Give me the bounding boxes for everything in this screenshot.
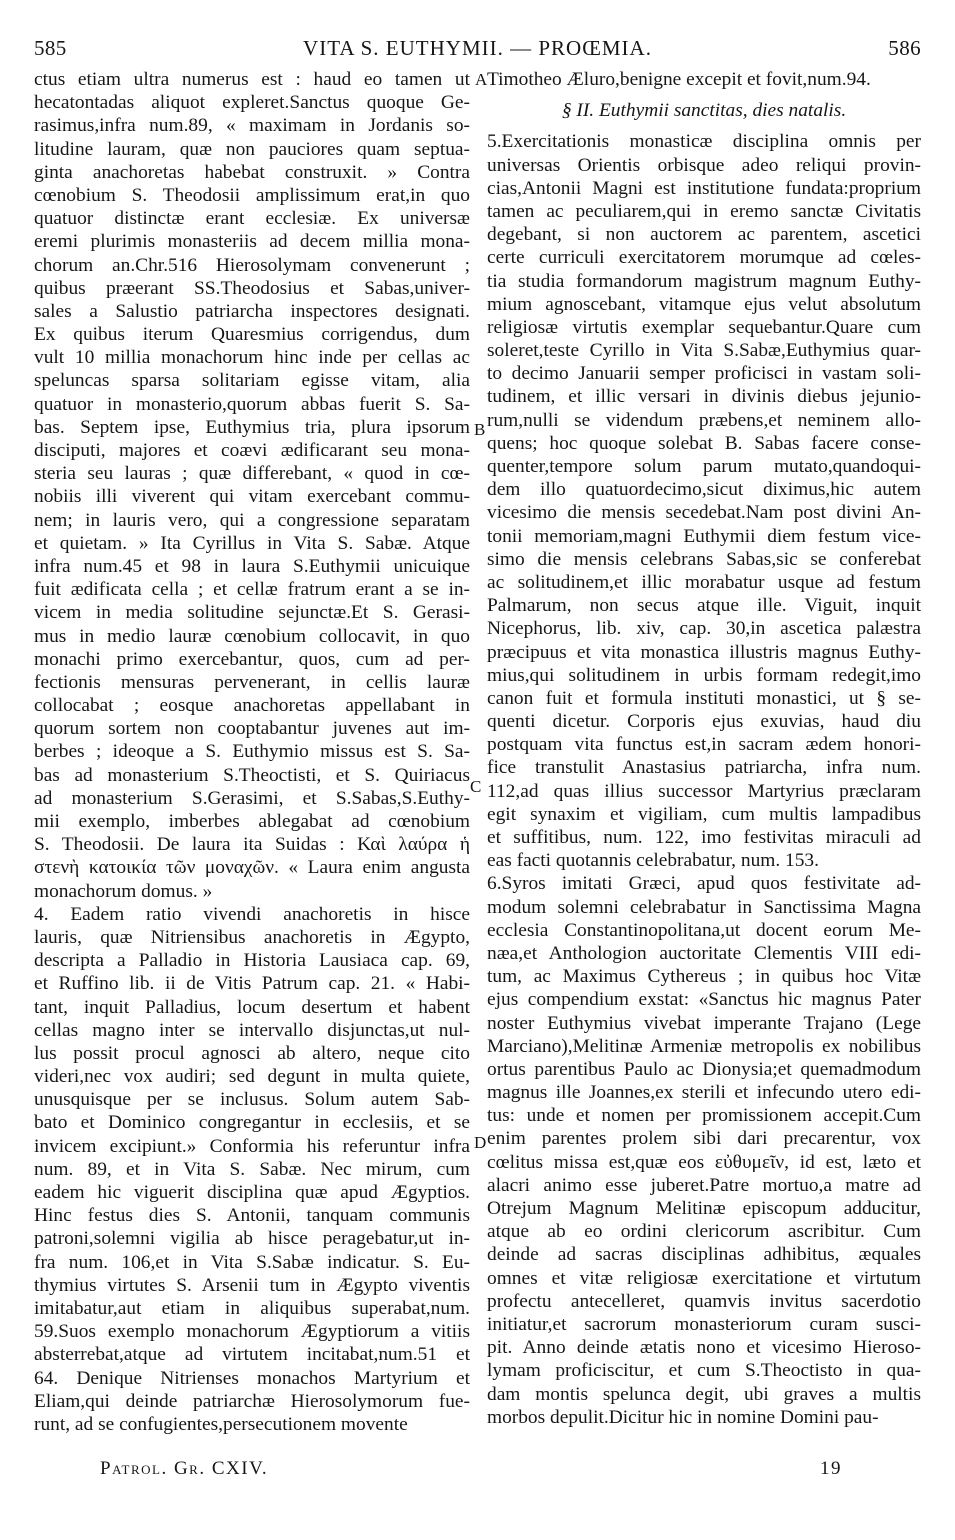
text-line: quens; hoc quoque solebat B. Sabas facere conse- [487,432,921,454]
text-line: patroni,solemni vigilia ab hisce peragebatur,ut in- [34,1228,470,1250]
text-line: 5.Exercitationis monasticæ disciplina omnis per [487,131,921,153]
text-line: Hinc festus dies S. Antonii, tanquam communis [34,1205,470,1227]
text-line: næa,et Anthologion auctoritate Clementis VIII edi- [487,942,921,964]
text-line: thymius virtutes S. Arsenii tum in Ægypto viventis [34,1274,470,1296]
text-line: atque ab eo ordini clericorum ascribitur. Cum [487,1221,921,1243]
text-line: egit synaxim et vigiliam, cum multis lampadibus [487,803,921,825]
text-line: lymam proficiscitur, et cum S.Theoctisto in qua- [487,1360,921,1382]
text-line: degebant, si non auctorem ac parentem, ascetici [487,224,921,246]
text-line: absterrebat,atque ad virtutem incitabat,num.51 et [34,1344,470,1366]
text-line: alacri animo esse juberet.Patre mortuo,a matre ad [487,1174,921,1196]
text-line: cœnobium S. Theodosii amplissimum erat,in quo [34,184,470,206]
text-line: videri,nec vox audiri; sed degunt in multa quiete, [34,1066,470,1088]
text-line: mus in medio lauræ cœnobium collocavit, in quo [34,625,470,647]
text-line: S. Theodosii. De laura ita Suidas : Καὶ λαύρα ἡ [34,834,470,856]
text-line: quatuor distinctæ erant ecclesiæ. Ex universæ [34,208,470,230]
text-line: certe curriculi exercitatorem morumque ad cœles- [487,247,921,269]
text-line: universas Orientis orbisque adeo reliqui provin- [487,154,921,176]
text-line: hecatontadas aliquot expleret.Sanctus quoque Ge- [34,92,470,114]
text-line: fra num. 106,et in Vita S.Sabæ indicatur. S. Eu- [34,1251,470,1273]
text-line: unusquisque per se inclusus. Solum autem Sab- [34,1089,470,1111]
left-column [34,68,470,1436]
footer-collection-label: Patrol. Gr. CXIV. [100,1458,269,1479]
text-line: nem; in lauris vero, qui a congressione separatam [34,509,470,531]
text-line: fectionis mensuras pervenerant, in cellis lauræ [34,671,470,693]
text-line: ejus compendium exstat: «Sanctus hic magnus Pater [487,989,921,1011]
text-line: monachorum domus. » [34,880,213,902]
text-line: bas ad monasterium S.Theoctisti, et S. Quiriacus [34,764,470,786]
text-line: cœlitus missa est,quæ eos εὐθυμεῖν, id est, læto et [487,1151,921,1173]
text-line: dam montis spelunca degit, ubi graves a multis [487,1383,921,1405]
text-line: noster Euthymius vivebat imperante Trajano (Lege [487,1012,921,1034]
text-line: to decimo Januarii semper proficisci in vastam soli- [487,363,921,385]
text-line: steria seu lauras ; quæ differebant, « quod in cœ- [34,463,470,485]
text-line: ctus etiam ultra numerus est : haud eo tamen ut [34,69,470,90]
margin-marker-d: D [474,1133,487,1152]
text-line: quenti dicetur. Corporis ejus exuvias, haud diu [487,711,921,733]
text-line: postquam vita functus est,in sacram ædem honori- [487,734,921,756]
text-line: ac solitudinem,et illic morabatur usque ad festum [487,571,921,593]
text-line: speluncas sparsa solitariam egisse vitam, alia [34,370,470,392]
text-line: quatuor in monasterio,quorum abbas fuerit S. Sa- [34,393,470,415]
text-line: Ex quibus iterum Quaresmius corrigendus, dum [34,324,470,346]
text-line: tamen ac peculiarem,qui in eremo sanctæ Civitatis [487,200,921,222]
text-line: deinde ad sacras disciplinas adhibitus, æquales [487,1244,921,1266]
text-line: eadem hic viguerit disciplina quæ apud Ægyptios. [34,1182,470,1203]
text-line: fuit ædificata cella ; et cellæ fratrum erant a se in- [34,579,470,601]
text-line: quorum sortem non cooptabantur juvenes aut im- [34,718,470,740]
text-line: cellas magno inter se intervallo disjunctas,ut nul- [34,1019,470,1041]
text-line: præcipuus et vita monastica illustris magnus Euthy- [487,641,921,663]
text-line: magnus ille Joannes,ex sterili et infecundo utero edi- [487,1082,921,1104]
text-line: eremi plurimis monasteriis ad decem millia mona- [34,231,470,253]
text-line: Otrejum Magnum Melitinæ episcopum adducitur, [487,1198,921,1219]
text-line: nobiis illi viverent qui vitam exercebant commu- [34,486,470,508]
text-line: fice transtulit Anastasius patriarcha, infra num. [487,757,921,779]
text-line: canon fuit et formula instituti monastici, ut § se- [487,687,921,709]
text-line: rasimus,infra num.89, « maximam in Jordanis so- [34,115,470,137]
margin-marker-a: A [475,70,488,89]
text-line: ad monasterium S.Gerasimi, et S.Sabas,S.Euthy- [34,787,470,809]
text-line: num. 89, et in Vita S. Sabæ. Nec mirum, cum [34,1158,470,1180]
text-line: tant, inquit Palladius, locum desertum et habent [34,996,470,1018]
text-line: litudine lauram, quæ non pauciores quam septua- [34,138,470,160]
text-line: bato et Dominico congregantur in ecclesiis, et se [34,1112,470,1134]
text-line: Timotheo Æluro,benigne excepit et fovit,num.94. [487,69,871,90]
section-gap [487,122,921,130]
text-line: morbos depulit.Dicitur hic in nomine Domini pau- [487,1406,879,1428]
text-line: 64. Denique Nitrienses monachos Martyrium et [34,1367,470,1389]
text-line: tus: unde et nomen per promissionem accepit.Cum [487,1105,921,1127]
text-line: quibus præerant SS.Theodosius et Sabas,univer- [34,277,470,299]
text-line: vicesimo die mensis secedebat.Nam post divini An- [487,502,921,524]
text-line: Palmarum, non secus atque ille. Viguit, inquit [487,595,921,617]
text-line: runt, ad se confugientes,persecutionem movente [34,1413,408,1435]
text-line: 4. Eadem ratio vivendi anachoretis in hisce [34,903,470,925]
text-line: soleret,teste Cyrillo in Vita S.Sabæ,Euthymius quar- [487,340,921,362]
footer-signature-number: 19 [820,1458,842,1479]
margin-marker-c: C [470,777,482,796]
text-line: modum solemni celebrabatur in Sanctissima Magna [487,896,921,918]
text-line: et suffitibus, num. 122, imo festivitas miraculi ad [487,827,921,848]
text-line: mii exemplo, imberbes ablegabat ad cœnobium [34,811,470,832]
text-line: pit. Anno deinde ætatis nono et vicesimo Hieroso- [487,1337,921,1359]
text-line: Nicephorus, lib. xiv, cap. 30,in ascetica palæstra [487,618,921,640]
text-line: cias,Antonii Magni est institutione fundata:proprium [487,177,921,199]
text-line: dem illo quatuordecimo,sicut diximus,hic autem [487,479,921,501]
text-line: monachi primo exercebantur, quos, cum ad per- [34,648,470,670]
text-line: vicem in media solitudine sejunctæ.Et S. Gerasi- [34,602,470,624]
text-line: ginta anachoretas habebat construxit. » Contra [34,161,470,183]
text-line: rum,nulli se videndum præbens,et neminem allo- [487,409,921,431]
text-line: sales a Salustio patriarcha inspectores designati. [34,300,470,322]
page-number-right: 586 [888,36,921,60]
section-gap [487,91,921,99]
margin-marker-b: B [474,420,486,439]
text-line: enim parentes prolem sibi dari precarentur, vox [487,1128,921,1150]
section-heading: § II. Euthymii sanctitas, dies natalis. [561,100,847,122]
text-line: chorum an.Chr.516 Hierosolymam convenerunt ; [34,254,470,276]
text-line: religiosæ virtutis exemplar sequebantur.Quare cum [487,316,921,338]
text-line: imitabatur,aut etiam in aliquibus superabat,num. [34,1297,470,1319]
text-line: et Ruffino lib. ii de Vitis Patrum cap. 21. « Habi- [34,973,470,995]
text-line: 59.Suos exemplo monachorum Ægyptiorum a vitiis [34,1321,470,1343]
text-line: tum, ac Maximus Cythereus ; in quibus hoc Vitæ [487,966,921,988]
text-line: invicem excipiunt.» Conformia his referuntur infra [34,1135,470,1157]
text-line: collocabat ; eosque anachoretas appellabant in [34,695,470,717]
text-line: ortus parentibus Paulo ac Dionysia;et quemadmodum [487,1058,921,1080]
text-line: eas facti quotannis celebrabatur, num. 153. [487,850,819,872]
text-line: Marciano),Melitinæ Armeniæ metropolis ex nobilibus [487,1035,921,1057]
text-line: mius,qui solitudinem in urbis formam redegit,imo [487,664,921,686]
text-line: et quietam. » Ita Cyrillus in Vita S. Sabæ. Atque [34,532,470,554]
text-line: berbes ; ideoque a S. Euthymio missus est S. Sa- [34,741,470,763]
text-line: initiatur,et sacrorum monasteriorum curam susci- [487,1313,921,1335]
text-line: disciputi, majores et coævi ædificarant seu mona- [34,440,470,461]
text-line: mium agnoscebant, vitamque ejus velut absolutum [487,293,921,315]
text-line: descripta a Palladio in Historia Lausiaca cap. 69, [34,950,470,972]
text-line: lauris, quæ Nitriensibus anachoretis in Ægypto, [34,926,470,948]
text-line: 6.Syros imitati Græci, apud quos festivitate ad- [487,873,921,895]
page-header [34,36,921,66]
text-line: omnes et vitæ religiosæ exercitatione et virtutum [487,1267,921,1289]
text-line: tonii memoriam,magni Euthymii diem festum vice- [487,525,921,547]
text-line: Eliam,qui deinde patriarchæ Hierosolymorum fue- [34,1390,470,1412]
text-line: bas. Septem ipse, Euthymius tria, plura ipsorum [34,416,470,438]
text-line: lus possit procul agnosci ab altero, neque cito [34,1042,470,1064]
page-number-left: 585 [34,36,67,60]
running-title: VITA S. EUTHYMII. — PROŒMIA. [303,36,652,60]
text-line: tia studia formandorum magistrum magnum Euthy- [487,270,921,292]
text-line: profectu antecelleret, quamvis invitus sacerdotio [487,1290,921,1312]
text-line: vult 10 millia monachorum hinc inde per cellas ac [34,347,470,369]
text-line: simo die mensis celebrans Sabas,sic se conferebat [487,548,921,570]
text-line: στενὴ κατοικία τῶν μοναχῶν. « Laura enim angusta [34,857,470,879]
right-column [487,68,921,1429]
text-line: infra num.45 et 98 in laura S.Euthymii unicuique [34,555,470,577]
text-line: ecclesia Constantinopolitana,ut docent eorum Me- [487,919,921,941]
text-line: 112,ad quas illius successor Martyrius præclaram [487,780,921,802]
text-line: tudinem, et illic versari in divinis diebus jejunio- [487,386,921,408]
text-line: quenter,tempore solum parum mutato,quandoqui- [487,456,921,477]
